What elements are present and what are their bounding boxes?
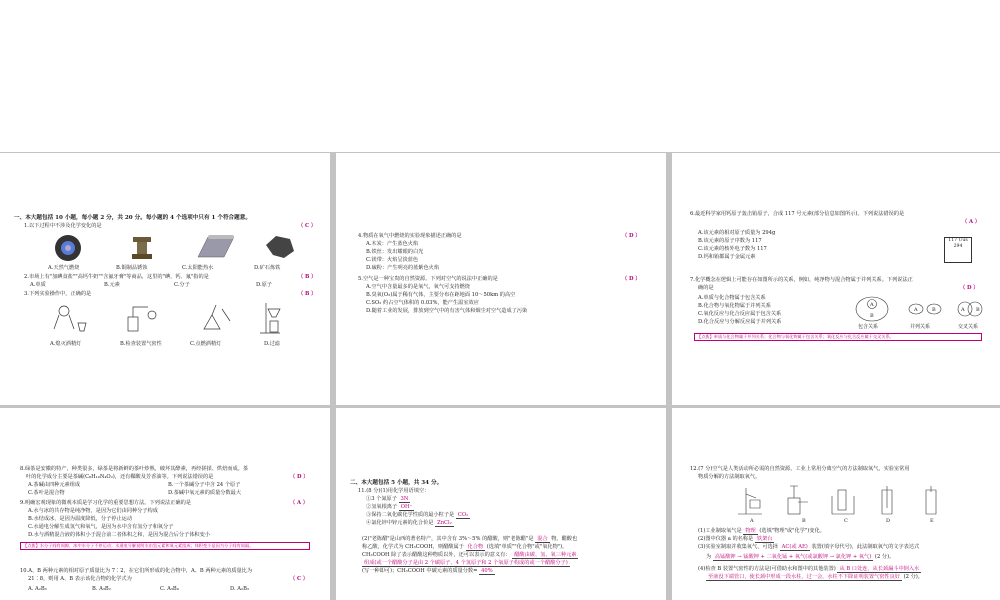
blank-top-area [0, 0, 1000, 152]
q7-hint-box: 【点拨】单质与化合物属于并列关系；化合物与氧化物属于包含关系；氧化反应与化合反应属于交叉关系。 [694, 333, 982, 341]
q4-option-b: B.铁丝：发出耀眼的白光 [366, 249, 424, 255]
answer-10: （ C ） [290, 576, 309, 582]
label-containment: 包含关系 [858, 324, 879, 330]
answer-4: （ D ） [622, 233, 641, 239]
q12-part1 [698, 528, 825, 535]
q11-part2-text-2: 称乙酸，化学式为 CH₃COOH，则醋酸属于 [362, 544, 464, 550]
svg-text:B: B [932, 307, 936, 313]
blow-out-lamp-image [54, 306, 86, 331]
q11-item-1 [366, 496, 410, 503]
gas-flame-image [55, 235, 81, 261]
q11-part2-text-5: (写一种即可)；CH₃COOH 中碳元素的质量分数= [362, 568, 478, 574]
q5-option-b: B.臭氧(O₃)属于稀有气体，主要分布在距地面 10～50km 的高空 [366, 292, 516, 298]
apparatus-d [882, 486, 892, 514]
question-11: 11.(8 分)(1)用化学用语填空： [358, 488, 430, 494]
q11-part2-text-3: CH₃COOH 除了表示醋酸这种物质以外，还可以表示的意义有： [362, 552, 511, 558]
q12-part3-text: (3)实验室制取并收集氧气，可选择 [698, 544, 778, 550]
q12-part3-answer: AC(或 AE) [781, 544, 808, 550]
q3-option-a: A.熄灭酒精灯 [50, 341, 82, 347]
question-5: 5.空气是一种宝贵的自然资源。下列对空气的说法中正确的是 [358, 276, 498, 282]
element-card-mass: 294 [953, 244, 963, 249]
q10-option-d: D. A₂B₃ [230, 586, 249, 592]
q3-option-d: D.过滤 [264, 341, 280, 347]
q2-option-b: B.元素 [104, 282, 120, 288]
label-parallel: 并列关系 [910, 324, 931, 330]
q10-option-c: C. A₃B₄ [160, 586, 179, 592]
q6-option-d: D.钙和铕都属于金属元素 [698, 254, 756, 260]
question-8-cont: 叶的化学成分主要是茶碱(C₈H₁₀N₄O₂)，还有鞣酸及芳香油等。下列说法错误的是 [26, 474, 214, 480]
q12-part3-points: (2 分)。 [874, 554, 895, 560]
q11-part2-line5 [362, 568, 495, 575]
q12-part3 [698, 544, 919, 551]
q10-option-b: B. A₃B₂ [92, 586, 111, 592]
page-6 [672, 408, 1000, 600]
q9-option-b: B.水结成冰，是因为温度降低，分子停止运动 [28, 516, 133, 522]
q4-option-c: C.镁带：火焰呈淡蓝色 [366, 257, 419, 263]
ore-image [266, 236, 294, 258]
q12-part2-answer: 铁架台 [756, 536, 773, 542]
svg-text:A: A [914, 307, 918, 313]
page-1 [0, 153, 330, 405]
question-4: 4.物质在氧气中燃烧的实验现象描述正确的是 [358, 233, 462, 239]
answer-5: （ D ） [622, 276, 641, 282]
label-b: B [802, 518, 806, 524]
q11-item-2-answer: OH⁻ [400, 504, 413, 510]
q11-part2-answer-2: 化合物 [467, 544, 484, 550]
section-heading: 一、本大题包括 10 小题，每小题 2 分，共 20 分。每小题的 4 个选项中只有 1 个符合题意。 [14, 215, 251, 221]
relation-diagrams [850, 295, 990, 323]
q11-part2-tail-2: (选填"单质""化合物"或"氧化物")。 [486, 544, 568, 550]
q9-option-a: A.水与冰的共存物是纯净物，是因为它们由同种分子构成 [28, 508, 158, 514]
page-4 [0, 408, 330, 600]
q1-option-c: C.太阳能热水 [182, 265, 214, 271]
q11-item-1-answer: 3N [400, 496, 409, 502]
q11-part2-answer-4: 组成(或一个醋酸分子是由 2 个碳原子、4 个氢原子和 2 个氧原子构成的或一个醋酸分子) [364, 560, 568, 566]
q11-item-4-answer: ZnCl₂ [437, 520, 452, 526]
q7-option-c: C.氧化反应与化合反应属于包含关系 [698, 311, 782, 317]
q9-option-c: C.水通电分解生成氢气和氧气，是因为水中含有氢分子和氧分子 [28, 524, 174, 530]
q11-part2-answer-3: 醋酸由碳、氢、氧三种元素 [514, 552, 577, 558]
q11-part2-line3 [362, 552, 578, 559]
q9-hint-box: 【点拨】水分子间有间隙，冰中水分子不停运动；水通电分解说明水由氢元素和氧元素组成；体积变小是因为分子间有间隔。 [20, 542, 310, 550]
label-d: D [886, 518, 891, 524]
q6-option-a: A.该元素的相对原子质量为 294g [698, 230, 776, 236]
apparatus-a [738, 488, 762, 514]
q4-option-a: A.木炭：产生蓝色火焰 [366, 241, 419, 247]
answer-7: （ D ） [960, 285, 979, 291]
q12-part3-eq-lead: 为 [706, 554, 712, 560]
q5-option-c: C.SO₂ 约占空气体积的 0.03%，能产生温室效应 [366, 300, 479, 306]
bronze-vessel-image [132, 237, 152, 259]
label-a: A [750, 518, 754, 524]
q12-part2-text: (2)图中仪器 a 的名称是 [698, 536, 754, 542]
q11-item-3-answer: CO₂ [457, 512, 469, 518]
q3-images [44, 301, 284, 339]
q1-option-a: A.天然气燃烧 [48, 265, 80, 271]
apparatus-b [788, 486, 808, 514]
q11-part2-tail-1: 物。醋酸也 [551, 536, 578, 542]
question-7: 7.化学概念在逻辑上可能存在如图所示的关系，例如，纯净物与混合物属于并列关系。下列说法正 [690, 277, 913, 283]
q11-part2-line2 [362, 544, 567, 551]
question-9: 9.明确宏观现象的微观本质是学习化学的重要思想方法。下列说法正确的是 [20, 500, 191, 506]
q7-option-d: D.化合反应与分解反应属于并列关系 [698, 319, 782, 325]
apparatus-images [732, 484, 952, 518]
q1-option-d: D.矿石炼铁 [254, 265, 281, 271]
light-lamp-image [204, 305, 230, 329]
answer-1: （ C ） [298, 223, 317, 229]
q11-part2-text-1: (2)"老陈醋"是山西的著名特产，其中含有 3%～5% 的醋酸，则"老陈醋"是 [362, 536, 534, 542]
page-3 [672, 153, 1000, 405]
q12-part3-eq-answer: 高锰酸钾 → 锰酸钾 + 二氧化锰 + 氧气(或氯酸钾 → 氯化钾 + 氧气) [714, 554, 872, 560]
q11-item-4-text: ④氯化锌中锌元素的化合价是 [366, 520, 434, 526]
q12-part4-points: (2 分)。 [903, 574, 923, 580]
answer-9: （ A ） [290, 500, 309, 506]
q3-option-b: B.检查装置气密性 [120, 341, 162, 347]
svg-text:B: B [870, 313, 874, 319]
q2-option-a: A.单质 [30, 282, 46, 288]
label-intersect: 交叉关系 [958, 324, 979, 330]
q12-part1-tail: (选填"物理"或"化学")变化。 [759, 528, 825, 534]
q11-part2-answer-5: 40% [481, 568, 493, 574]
q11-part2-answer-1: 混合 [537, 536, 548, 542]
question-10: 10.A、B 两种元素的相对原子质量比为 7∶2，在它们所形成的化合物中，A、B 两种元素的质量比为 [20, 568, 253, 574]
question-1: 1.以下过程中不涉及化学变化的是 [24, 223, 102, 229]
q11-part2-line1 [362, 536, 577, 543]
q8-option-b: B.一个茶碱分子中含 24 个原子 [168, 482, 241, 488]
question-3: 3.下列实验操作中，正确的是 [24, 291, 92, 297]
q8-option-d: D.茶碱中氧元素的质量分数最大 [168, 490, 242, 496]
q6-option-c: C.该元素的核外电子数为 117 [698, 246, 767, 252]
q12-part4-answer-2: 至液没下端管口，使长颈中形成一段水柱，过一会，水柱不下降证明装置气密性良好 [708, 574, 900, 580]
q6-option-b: B.该元素的原子序数为 117 [698, 238, 762, 244]
q12-part4-text: (4)检查 B 装置气密性的方法是(可借助水和图中的其他装置) [698, 566, 836, 572]
answer-2: （ B ） [298, 274, 317, 280]
question-6: 6.最近科学家用钙原子轰击铕原子，合成 117 号元素(部分信息如图所示)。下列说法错误的是 [690, 211, 905, 217]
q11-item-3 [366, 512, 470, 519]
q12-part1-text: (1)工业制取氧气是 [698, 528, 742, 534]
q11-item-4 [366, 520, 454, 527]
q12-part3-tail: 装置(填字母代号)，此法制取氧气的文字表达式 [811, 544, 920, 550]
label-e: E [930, 518, 934, 524]
apparatus-c [832, 490, 854, 514]
q11-item-3-text: ③保持二氧化碳化学性质的最小粒子是 [366, 512, 455, 518]
q11-item-1-text: ①3 个氮原子 [366, 496, 397, 502]
q12-part4-answer-1: 从 B 口处连，从长颈漏斗中倒入水 [839, 566, 920, 572]
q4-option-d: D.硫粉：产生明亮的蓝紫色火焰 [366, 265, 440, 271]
label-c: C [844, 518, 848, 524]
element-card-symbol: 117 Uus [948, 238, 968, 243]
section-2-heading: 二、本大题包括 5 小题，共 34 分。 [350, 480, 443, 486]
q12-part4 [698, 566, 921, 573]
svg-text:A: A [961, 307, 965, 313]
question-12: 12.(7 分)空气是人类活动所必需的自然资源。工业上常用分离空气的方法制取氧气，实验室常用 [690, 466, 910, 472]
element-card [944, 237, 972, 263]
svg-text:A: A [870, 302, 874, 308]
page-2 [336, 153, 666, 405]
airtight-check-image [128, 307, 156, 331]
question-2: 2.市场上有"加碘食盐""高钙牛奶""含氟牙膏"等商品，这里的"碘、钙、氟"指的是 [24, 274, 209, 280]
filtration-image [260, 303, 280, 333]
q12-part2 [698, 536, 774, 543]
solar-heater-image [198, 235, 234, 257]
q12-part3-equation [706, 554, 894, 561]
q7-option-b: B.化合物与氧化物属于并列关系 [698, 303, 771, 309]
q11-item-2 [366, 504, 414, 511]
q12-part4-cont [706, 574, 923, 581]
q10-option-a: A. A₂B₃ [28, 586, 47, 592]
question-12-cont: 物质分解的方法制取氧气。 [698, 474, 761, 480]
q5-option-d: D.随着工业的发展，排放到空气中的有害气体和烟尘对空气造成了污染 [366, 308, 528, 314]
apparatus-e [926, 486, 936, 514]
q3-option-c: C.点燃酒精灯 [190, 341, 222, 347]
page-5 [336, 408, 666, 600]
answer-6: （ A ） [962, 219, 981, 225]
q2-option-d: D.原子 [256, 282, 272, 288]
q8-option-a: A.茶碱由四种元素组成 [28, 482, 81, 488]
q11-part2-line4 [362, 560, 570, 567]
q5-option-a: A.空气中含量最多的是氧气，氧气可支持燃烧 [366, 284, 470, 290]
answer-8: （ D ） [290, 474, 309, 480]
question-8: 8.绿茶是安徽的特产，种类很多，绿茶是将新鲜的茶叶炒熟，破坏其酵素，再经搓揉、烘焙而成。茶 [20, 466, 249, 472]
answer-3: （ B ） [298, 291, 317, 297]
q8-option-c: C.茶叶是混合物 [28, 490, 65, 496]
q12-part1-answer: 物理 [745, 528, 756, 534]
q11-item-2-text: ②氢氧根离子 [366, 504, 398, 510]
q7-option-a: A.单质与化合物属于包含关系 [698, 295, 766, 301]
svg-text:B: B [976, 307, 980, 313]
q1-option-b: B.铜制品锈蚀 [116, 265, 148, 271]
question-7-cont: 确的是 [698, 285, 714, 291]
question-10-cont: 21∶8，则用 A、B 表示该化合物的化学式为 [28, 576, 132, 582]
q9-option-d: D.水与酒精混合液的体积小于混合前二者体积之和，是因为混合后分子体积变小 [28, 532, 210, 538]
q2-option-c: C.分子 [174, 282, 190, 288]
